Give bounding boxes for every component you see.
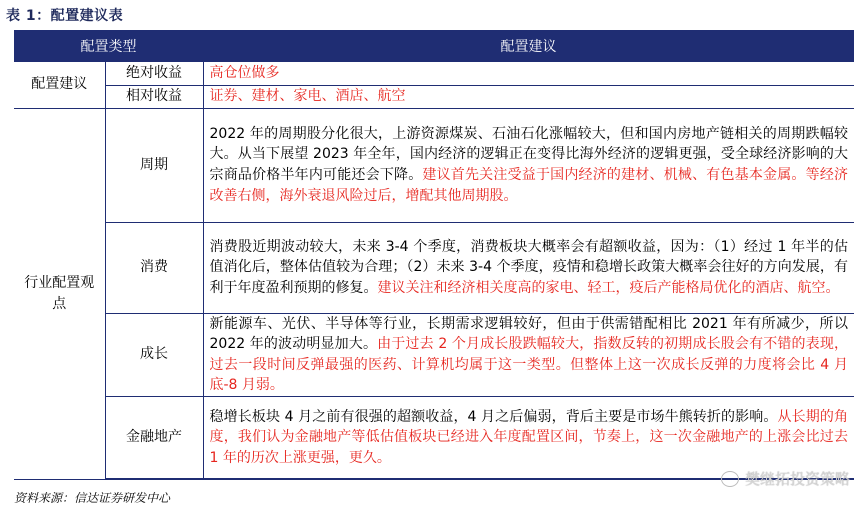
table-row: [14, 222, 854, 313]
row-type: 相对收益: [105, 85, 203, 108]
advice-text: 2022 年的周期股分化很大，上游资源煤炭、石油石化涨幅较大，但和国内房地产链相关的周期跌幅较大。从当下展望 2023 年全年，国内经济的逻辑正在变得比海外经济的逻辑更强，受全球经济影响的大宗商品价格半年内可能还会下降。: [209, 125, 848, 183]
row-advice: [203, 313, 854, 396]
table-row: [14, 85, 854, 108]
advice-text: 稳增长板块 4 月之前有很强的超额收益，4 月之后偏弱，背后主要是市场牛熊转折的影响。: [209, 408, 778, 425]
table-row: [14, 396, 854, 479]
advice-highlight: 建议首先关注受益于国内经济的建材、机械、有色基本金属。等经济改善右侧，海外衰退风险过后，增配其他周期股。: [209, 167, 849, 204]
row-advice: 证券、建材、家电、酒店、航空: [203, 85, 854, 108]
allocation-table: [14, 30, 854, 480]
group-industry: [14, 108, 105, 479]
header-advice: 配置建议: [203, 30, 854, 62]
table-row: [14, 108, 854, 222]
row-advice: 高仓位做多: [203, 62, 854, 85]
row-type: 成长: [105, 313, 203, 396]
wechat-icon: [721, 471, 739, 487]
group-industry-label: 行业配置观点: [24, 275, 95, 312]
row-type: 金融地产: [105, 396, 203, 479]
table-row: [14, 62, 854, 85]
advice-text: 新能源车、光伏、半导体等行业，长期需求逻辑较好，但由于供需错配相比 2021 年有所减少，所以 2022 年的波动明显加大。: [209, 315, 848, 353]
advice-highlight: 建议关注和经济相关度高的家电、轻工，疫后产能格局优化的酒店、航空。: [377, 279, 840, 296]
row-advice: [203, 108, 854, 222]
row-advice: [203, 222, 854, 313]
row-type: 周期: [105, 108, 203, 222]
source-note: 资料来源：信达证券研发中心: [14, 491, 171, 505]
table-row: [14, 313, 854, 396]
header-type: 配置类型: [14, 30, 203, 62]
watermark: [721, 468, 850, 489]
group-allocation: 配置建议: [14, 62, 105, 108]
row-type: 绝对收益: [105, 62, 203, 85]
row-advice: [203, 396, 854, 479]
table-title: 表 1：配置建议表: [6, 8, 124, 24]
row-type: 消费: [105, 222, 203, 313]
header-row: [14, 30, 854, 62]
watermark-text: 樊继拓投资策略: [744, 470, 850, 488]
advice-text: 消费股近期波动较大，未来 3-4 个季度，消费板块大概率会有超额收益，因为：（1）经过 1 年半的估值消化后，整体估值较为合理；（2）未来 3-4 个季度，疫情和稳增长政策大概率会往好的方向发展，有利于年度盈利预期的修复。: [209, 238, 848, 296]
advice-highlight: 由于过去 2 个月成长股跌幅较大，指数反转的初期成长股会有不错的表现，过去一段时间反弹最强的医药、计算机均属于这一类型。但整体上这一次成长反弹的力度将会比 4 月底-8 月弱。: [209, 336, 848, 394]
advice-highlight: 从长期的角度，我们认为金融地产等低估值板块已经进入年度配置区间，节奏上，这一次金融地产的上涨会比过去 1 年的历次上涨更强，更久。: [209, 408, 849, 466]
